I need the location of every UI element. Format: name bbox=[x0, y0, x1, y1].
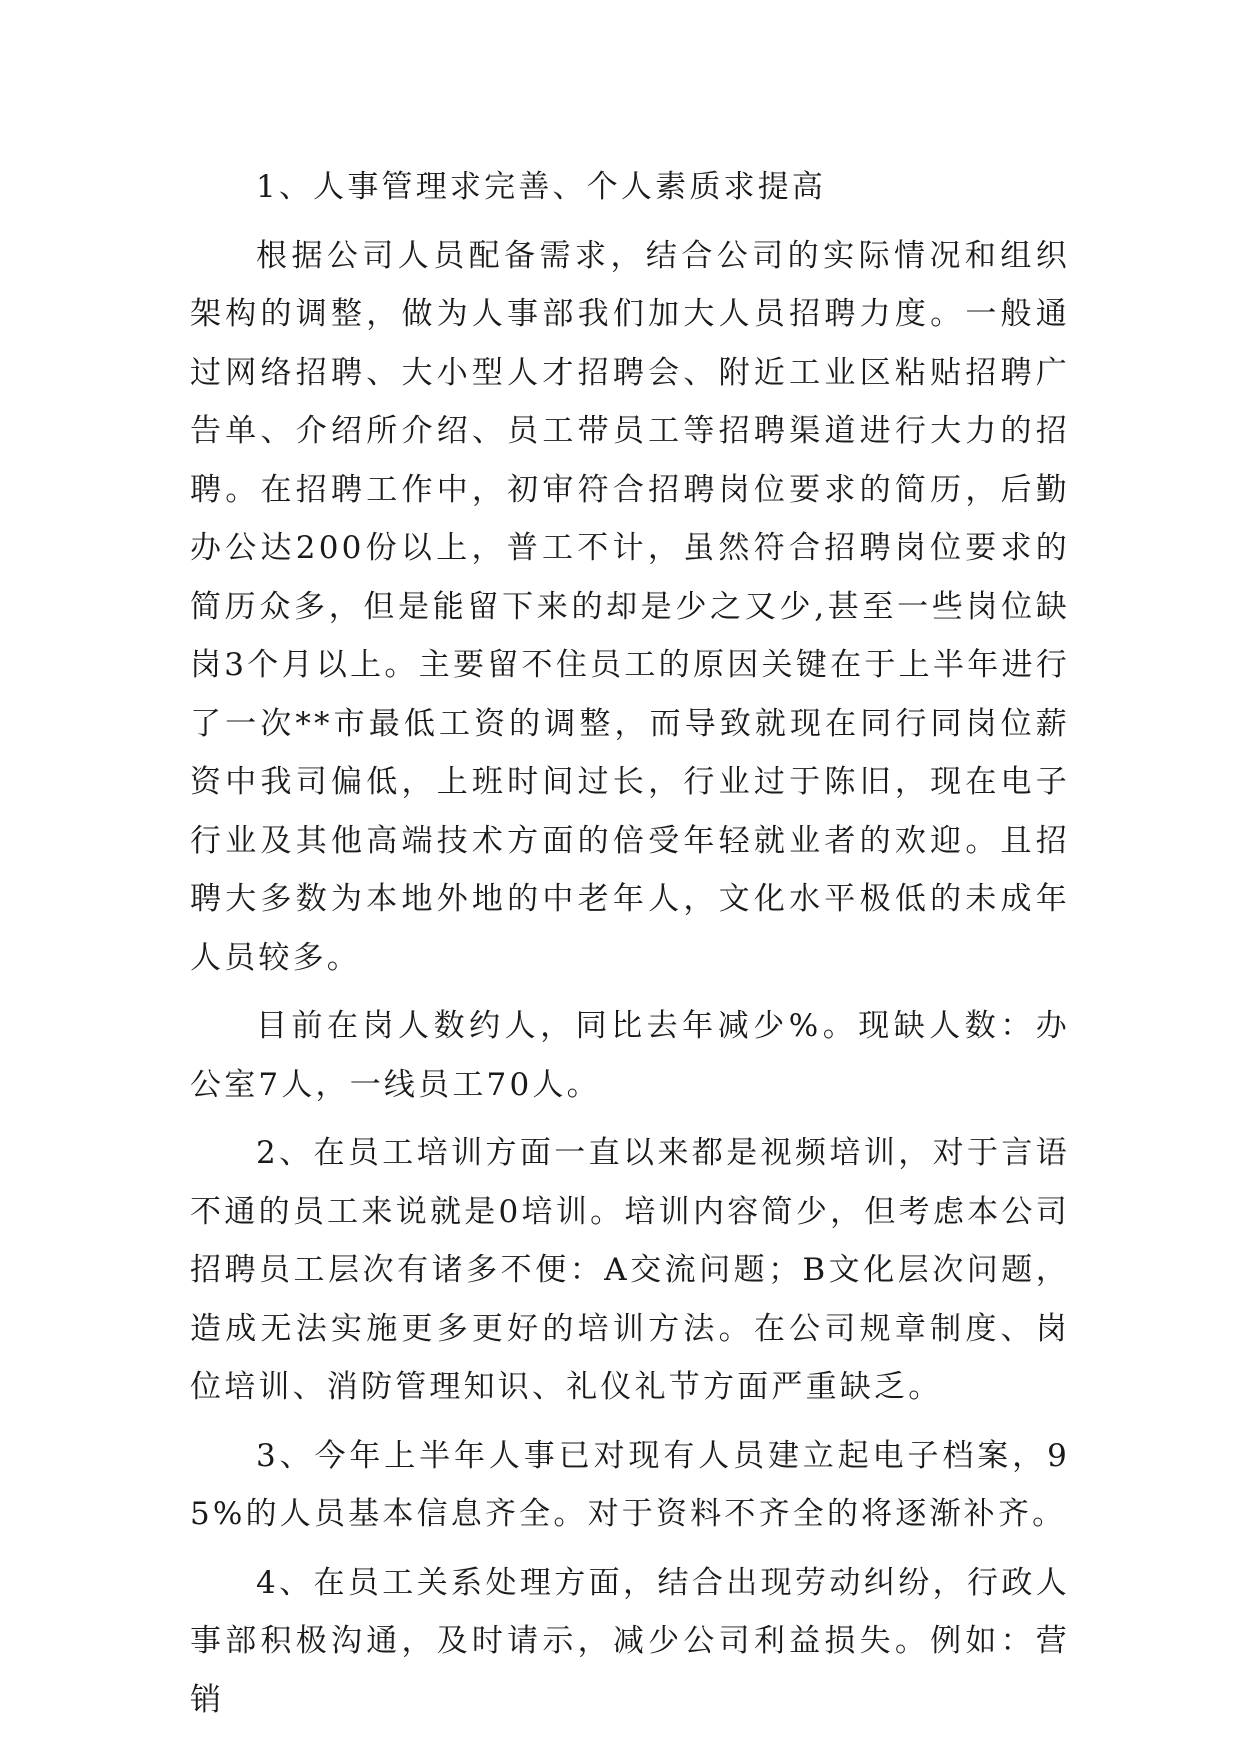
paragraph-recruitment: 根据公司人员配备需求，结合公司的实际情况和组织架构的调整，做为人事部我们加大人员招聘力度。一般通过网络招聘、大小型人才招聘会、附近工业区粘贴招聘广告单、介绍所介绍、员工带员工等招聘渠道进行大力的招聘。在招聘工作中，初审符合招聘岗位要求的简历，后勤办公达200份以上，普工不计，虽然符合招聘岗位要求的简历众多，但是能留下来的却是少之又少,甚至一些岗位缺岗3个月以上。主要留不住员工的原因关键在于上半年进行了一次**市最低工资的调整，而导致就现在同行同岗位薪资中我司偏低，上班时间过长，行业过于陈旧，现在电子行业及其他高端技术方面的倍受年轻就业者的欢迎。且招聘大多数为本地外地的中老年人，文化水平极低的未成年人员较多。 bbox=[190, 237, 1070, 976]
paragraph-training: 2、在员工培训方面一直以来都是视频培训，对于言语不通的员工来说就是0培训。培训内容简少，但考虑本公司招聘员工层次有诸多不便：A交流问题；B文化层次问题，造成无法实施更多更好的培训方法。在公司规章制度、岗位培训、消防管理知识、礼仪礼节方面严重缺乏。 bbox=[190, 1135, 1070, 1405]
paragraph-employee-relations: 4、在员工关系处理方面，结合出现劳动纠纷，行政人事部积极沟通，及时请示，减少公司利益损失。例如：营销 bbox=[190, 1564, 1070, 1718]
section-heading-hr-management: 1、人事管理求完善、个人素质求提高 bbox=[256, 169, 827, 205]
paragraph-electronic-records: 3、今年上半年人事已对现有人员建立起电子档案，95%的人员基本信息齐全。对于资料不齐全的将逐渐补齐。 bbox=[190, 1437, 1070, 1532]
paragraph-staffing-numbers: 目前在岗人数约人，同比去年减少%。现缺人数：办公室7人，一线员工70人。 bbox=[190, 1008, 1070, 1103]
document-body bbox=[190, 158, 1070, 1729]
